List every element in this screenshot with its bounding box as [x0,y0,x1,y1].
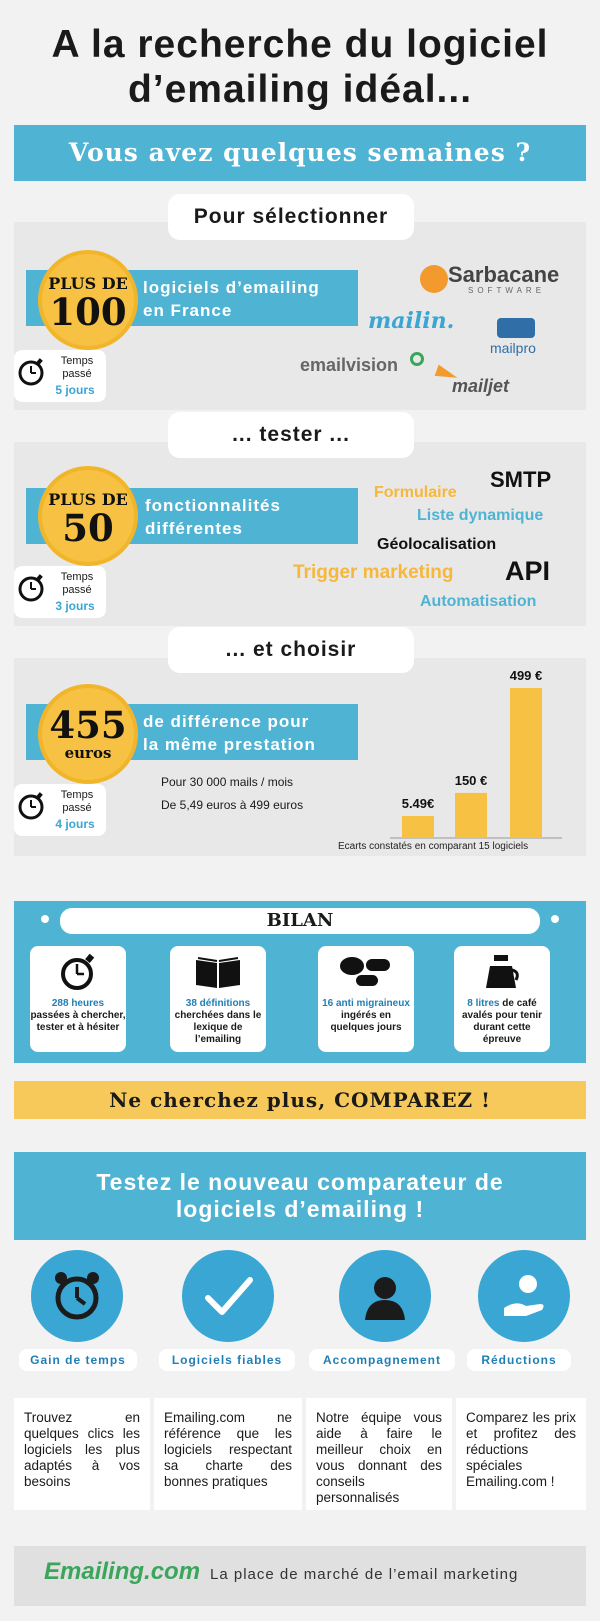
step1-heading: Pour sélectionner [168,194,414,240]
coffee-pot-icon [482,952,522,992]
step1-time-box: Temps passé 5 jours [14,350,106,402]
feature-trigger-marketing: Trigger marketing [293,562,454,583]
benefit-support-circle [339,1250,431,1342]
bilan-section [14,901,586,1063]
bilan-card-pills: 16 anti migraineux ingérés en quelques jours [318,946,414,1052]
stopwatch-icon [58,952,98,992]
emailing-logo[interactable]: Emailing.com [44,1558,201,1585]
chart-caption: Ecarts constatés en comparant 15 logiciels [338,841,529,852]
step1-text-line1: logiciels d’emailing [143,278,320,297]
step2-time-box: Temps passé 3 jours [14,566,106,618]
price-chart [380,666,580,844]
mailpro-logo-icon [497,318,535,338]
feature-geolocalisation: Géolocalisation [377,536,497,553]
feature-liste-dynamique: Liste dynamique [417,507,544,524]
feature-automatisation: Automatisation [420,593,537,610]
step3-text-line1: de différence pour [143,712,310,731]
footer-tagline: La place de marché de l’email marketing [210,1566,519,1583]
benefit-discount-desc: Comparez les prix et profitez des réductions spéciales Emailing.com ! [456,1398,586,1510]
feature-api: API [505,556,551,586]
bilan-card-hours: 288 heures passées à chercher, tester et à hésiter [30,946,126,1052]
page-title: A la recherche du logiciel d’emailing idéal... [51,23,549,111]
weeks-banner: Vous avez quelques semaines ? [14,125,586,181]
step3-heading: ... et choisir [168,627,414,673]
step2-medal: PLUS DE 50 [38,466,138,566]
benefit-discount-circle [478,1250,570,1342]
step2-text-line1: fonctionnalités [145,496,281,515]
step3-sub1: Pour 30 000 mails / mois [161,775,294,789]
step2-heading: ... tester ... [168,412,414,458]
mailin-logo: mailin. [368,308,455,334]
person-icon [357,1268,413,1324]
step1-medal: PLUS DE 100 [38,250,138,350]
step3-text-line2: la même prestation [143,735,316,754]
chart-bar [455,793,487,838]
open-book-icon [194,954,242,990]
benefit-reliable-circle [182,1250,274,1342]
chart-data-label: 5.49€ [401,796,435,811]
bilan-card-coffee: 8 litres de café avalés pour tenir durant cette épreuve [454,946,550,1052]
sarbacane-logo-icon [420,265,448,293]
feature-smtp: SMTP [490,467,552,492]
chart-bar [510,688,542,838]
benefit-reliable-desc: Emailing.com ne référence que les logiciels respectant sa charte des bonnes pratiques [154,1398,302,1510]
sarbacane-logo: Sarbacane [448,262,560,287]
hand-coin-icon [496,1268,552,1324]
emailvision-logo-icon [410,352,424,366]
benefit-time-desc: Trouvez en quelques clics les logiciels les plus adaptés à vos besoins [14,1398,150,1510]
bilan-heading: BILAN [60,908,540,934]
benefit-support-label: Accompagnement [309,1349,455,1371]
step3-time-box: Temps passé 4 jours [14,784,106,836]
promo-banner: Testez le nouveau comparateur de logiciels d’emailing ! [14,1152,586,1240]
step2-text-line2: différentes [145,519,243,538]
checkmark-icon [200,1268,256,1324]
benefit-time-circle [31,1250,123,1342]
bilan-card-definitions: 38 définitions cherchées dans le lexique de l’emailing [170,946,266,1052]
stopwatch-icon [17,574,45,602]
chart-data-label: 150 € [454,772,488,788]
step3-medal: 455 euros [38,684,138,784]
benefit-discount-label: Réductions [467,1349,571,1371]
stopwatch-icon [17,358,45,386]
stopwatch-icon [17,792,45,820]
chart-data-label: 499 € [509,668,543,683]
feature-formulaire: Formulaire [374,484,457,501]
footer [14,1546,586,1606]
step1-text-line2: en France [143,301,233,320]
emailvision-logo: emailvision [300,355,399,375]
benefit-time-label: Gain de temps [19,1349,137,1371]
pills-icon [338,955,394,989]
mailjet-logo: mailjet [452,376,510,396]
compare-banner[interactable]: Ne cherchez plus, COMPAREZ ! [14,1081,586,1119]
benefit-reliable-label: Logiciels fiables [159,1349,295,1371]
step3-sub2: De 5,49 euros à 499 euros [161,798,304,812]
chart-bar [402,816,434,838]
benefit-support-desc: Notre équipe vous aide à faire le meilleur choix en vous donnant des conseils personnalisés [306,1398,452,1510]
sarbacane-software-label: SOFTWARE [468,286,546,295]
mailpro-logo: mailpro [490,340,536,356]
alarm-clock-icon [49,1268,105,1324]
